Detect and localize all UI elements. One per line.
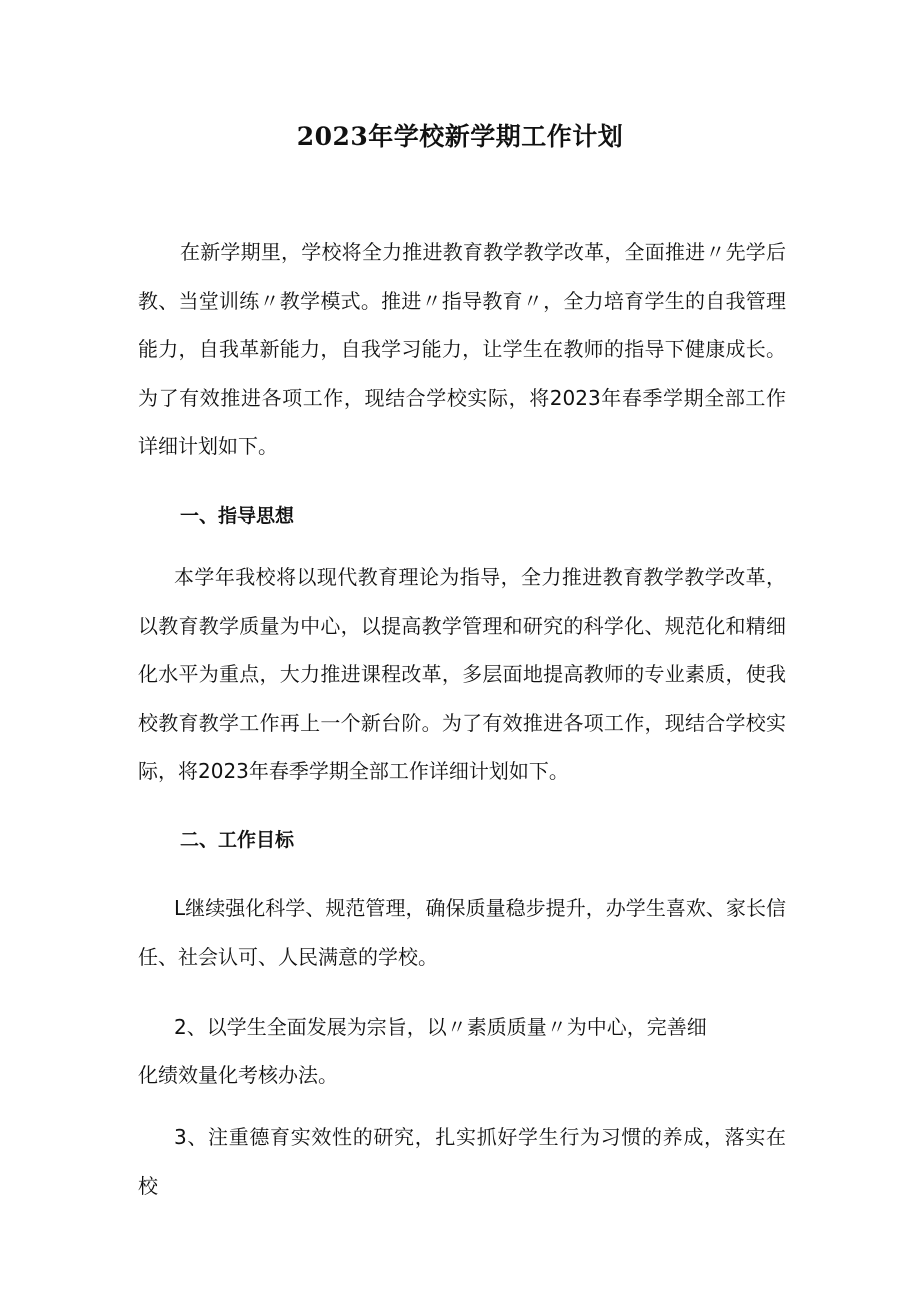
intro-paragraph: 在新学期里，学校将全力推进教育教学教学改革，全面推进〃先学后教、当堂训练〃教学模式。推进〃指导教育〃，全力培育学生的自我管理能力，自我革新能力，自我学习能力，让学生在教师的指导下健康成长。为了有效推进各项工作，现结合学校实际，将2023年春季学期全部工作详细计划如下。 <box>138 240 786 458</box>
section-heading-work-goals: 二、工作目标 <box>180 829 295 851</box>
document-title: 2023年学校新学期工作计划 <box>296 122 624 151</box>
guiding-ideology-paragraph: 本学年我校将以现代教育理论为指导，全力推进教育教学教学改革，以教育教学质量为中心，以提高教学管理和研究的科学化、规范化和精细化水平为重点，大力推进课程改革，多层面地提高教师的专业素质，使我校教育教学工作再上一个新台阶。为了有效推进各项工作，现结合学校实际，将2023年春季学期全部工作详细计划如下。 <box>138 565 786 783</box>
goal-item-3: 3、注重德育实效性的研究，扎实抓好学生行为习惯的养成，落实在校 <box>138 1125 786 1198</box>
goal-item-2-line-1: 2、以学生全面发展为宗旨，以〃素质质量〃为中心，完善细 <box>174 1015 707 1039</box>
section-heading-guiding-ideology: 一、指导思想 <box>180 505 295 527</box>
goal-item-2-line-2: 化绩效量化考核办法。 <box>138 1063 338 1087</box>
goal-item-1: L继续强化科学、规范管理，确保质量稳步提升，办学生喜欢、家长信任、社会认可、人民满意的学校。 <box>138 896 786 969</box>
